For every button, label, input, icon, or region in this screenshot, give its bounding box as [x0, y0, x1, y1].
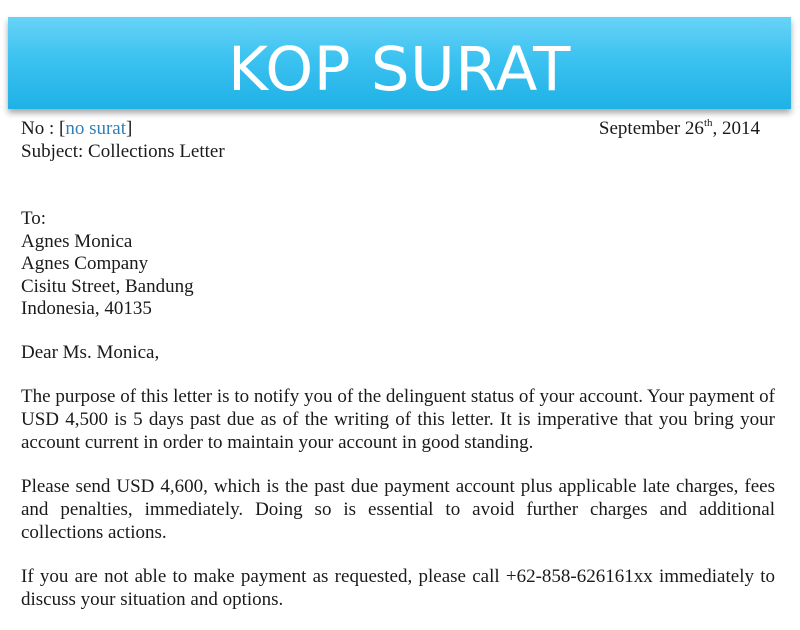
letter-number-placeholder[interactable]: no surat: [65, 118, 127, 139]
letter-number-prefix: No : [: [21, 118, 66, 139]
to-label: To:: [21, 208, 47, 229]
date-main: September 26: [598, 118, 704, 139]
letter-number: [21, 118, 132, 140]
recipient-name: Agnes Monica: [21, 230, 133, 252]
letterhead-banner: [8, 17, 791, 109]
date-year: , 2014: [712, 118, 760, 139]
body-paragraph-2: Please send USD 4,600, which is the past due payment account plus applicable late charges, fees and penalties, immediately. Doing so is essential to avoid further charges and additional collections actions.: [21, 476, 775, 543]
recipient-block: [21, 208, 194, 321]
body-paragraph-3: If you are not able to make payment as requested, please call +62-858-626161xx immediately to discuss your situation and options.: [21, 566, 775, 610]
body-paragraph-1: The purpose of this letter is to notify you of the delinguent status of your account. Your payment of USD 4,500 is 5 days past due as of the writing of this letter. It is imperative that you bring your account current in order to maintain your account in good standing.: [21, 386, 775, 453]
recipient-company: Agnes Company: [21, 253, 149, 274]
letter-subject: Subject: Collections Letter: [21, 141, 225, 162]
recipient-street: Cisitu Street, Bandung: [21, 275, 194, 297]
letterhead-title: KOP SURAT: [228, 34, 571, 105]
recipient-country: Indonesia, 40135: [21, 298, 152, 319]
letter-number-suffix: ]: [126, 118, 133, 139]
letter-date: [599, 118, 760, 140]
date-suffix: th: [703, 117, 713, 129]
salutation: Dear Ms. Monica,: [21, 342, 160, 363]
